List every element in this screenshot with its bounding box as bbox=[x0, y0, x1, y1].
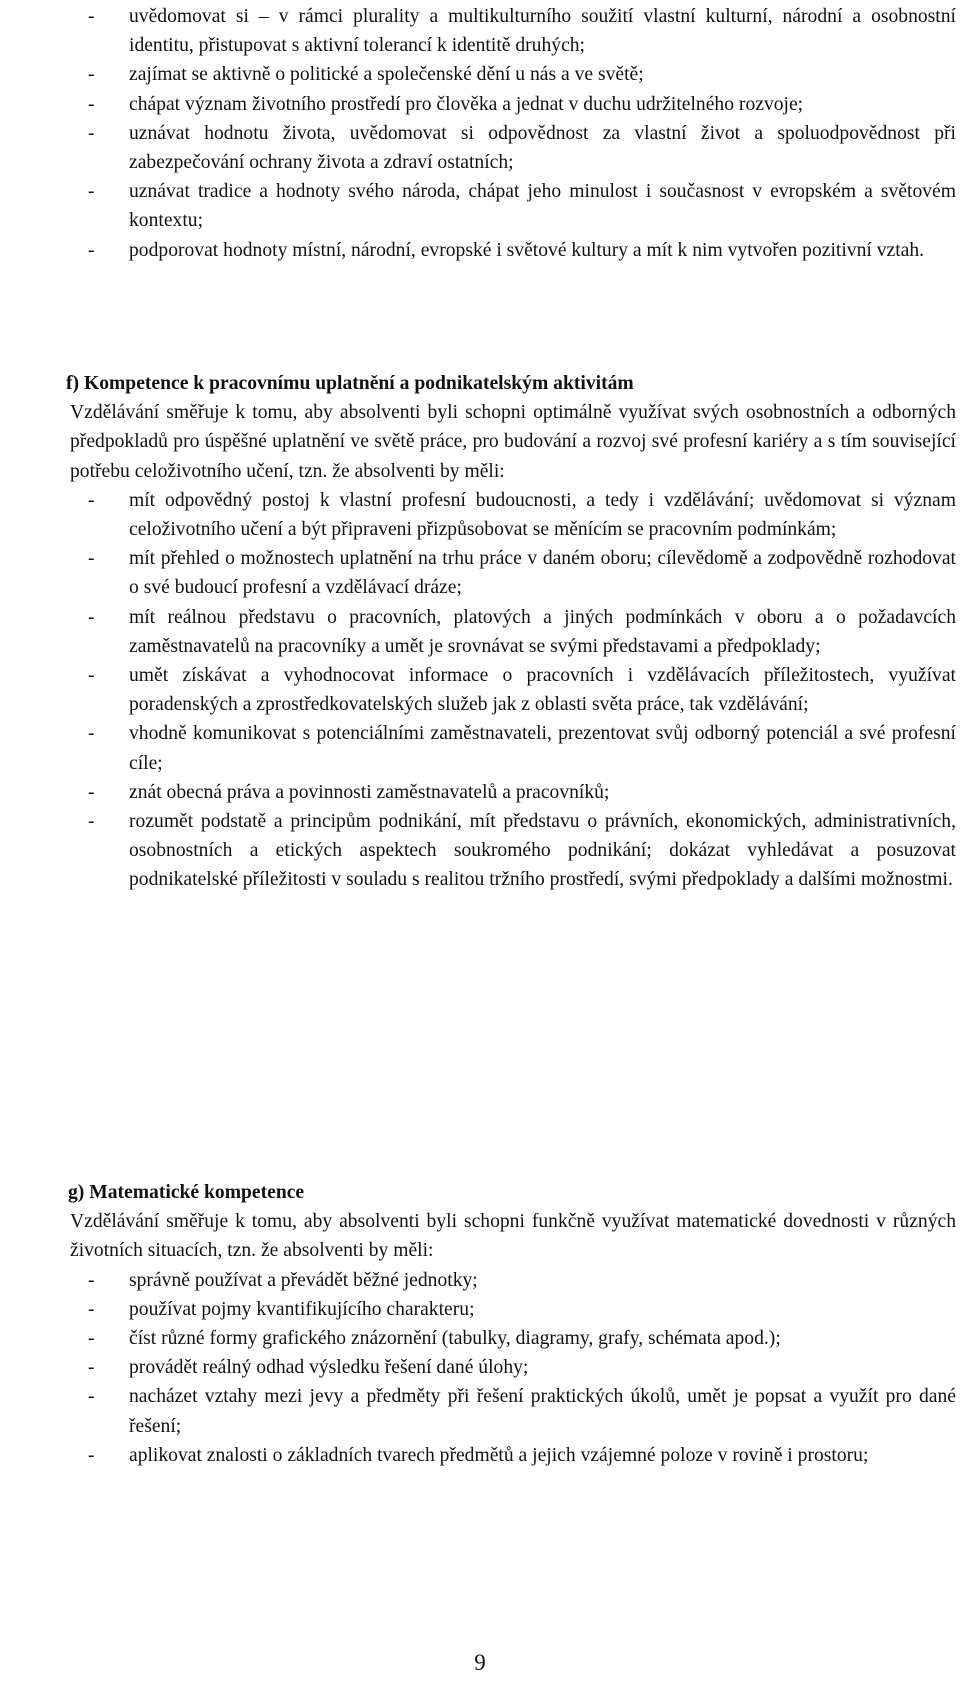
list-item: - správně používat a převádět běžné jednotky; bbox=[82, 1266, 956, 1295]
section-f bbox=[66, 369, 956, 895]
list-item: - mít odpovědný postoj k vlastní profesní budoucnosti, a tedy i vzdělávání; uvědomovat si význam celoživotního učení a být připraveni přizpůsobovat se měnícím se pracovním podmínkám; bbox=[82, 486, 956, 544]
section-intro: Vzdělávání směřuje k tomu, aby absolventi byli schopni funkčně využívat matematické dovednosti v různých životních situacích, tzn. že absolventi by měli: bbox=[70, 1211, 956, 1262]
section-g bbox=[68, 1178, 956, 1470]
list-item: - vhodně komunikovat s potenciálními zaměstnavateli, prezentovat svůj odborný potenciál a své profesní cíle; bbox=[82, 719, 956, 777]
section-heading: g) Matematické kompetence bbox=[68, 1182, 305, 1203]
list-item: - uvědomovat si – v rámci plurality a multikulturního soužití vlastní kulturní, národní a osobnostní identitu, přistupovat s aktivní tolerancí k identitě druhých; bbox=[82, 2, 956, 60]
list-item: - provádět reálný odhad výsledku řešení dané úlohy; bbox=[82, 1353, 956, 1382]
list-item: - používat pojmy kvantifikujícího charakteru; bbox=[82, 1295, 956, 1324]
list-item: - uznávat hodnotu života, uvědomovat si odpovědnost za vlastní život a spoluodpovědnost při zabezpečování ochrany života a zdraví ostatních; bbox=[82, 119, 956, 177]
section-e-list bbox=[82, 2, 956, 265]
list-item: - zajímat se aktivně o politické a společenské dění u nás a ve světě; bbox=[82, 60, 956, 89]
section-e-continued bbox=[82, 2, 956, 265]
list-item: - mít přehled o možnostech uplatnění na trhu práce v daném oboru; cílevědomě a zodpovědně rozhodovat o své budoucí profesní a vzdělávací dráze; bbox=[82, 544, 956, 602]
list-item: - chápat význam životního prostředí pro člověka a jednat v duchu udržitelného rozvoje; bbox=[82, 90, 956, 119]
list-item: - umět získávat a vyhodnocovat informace o pracovních i vzdělávacích příležitostech, využívat poradenských a zprostředkovatelských služeb jak z oblasti světa práce, tak vzdělávání; bbox=[82, 661, 956, 719]
section-f-list bbox=[82, 486, 956, 895]
list-item: - aplikovat znalosti o základních tvarech předmětů a jejich vzájemné poloze v rovině i prostoru; bbox=[82, 1441, 956, 1470]
list-item: - znát obecná práva a povinnosti zaměstnavatelů a pracovníků; bbox=[82, 778, 956, 807]
section-heading: f) Kompetence k pracovnímu uplatnění a podnikatelským aktivitám bbox=[66, 373, 634, 394]
list-item: - mít reálnou představu o pracovních, platových a jiných podmínkách v oboru a o požadavcích zaměstnavatelů na pracovníky a umět je srovnávat se svými představami a předpoklady; bbox=[82, 603, 956, 661]
list-item: - rozumět podstatě a principům podnikání, mít představu o právních, ekonomických, administrativních, osobnostních a etických aspektech soukromého podnikání; dokázat vyhledávat a posuzovat podnikatelské příležitosti v souladu s realitou tržního prostředí, svými předpoklady a dalšími možnostmi. bbox=[82, 807, 956, 895]
section-g-list bbox=[82, 1266, 956, 1470]
section-intro: Vzdělávání směřuje k tomu, aby absolventi byli schopni optimálně využívat svých osobnostních a odborných předpokladů pro úspěšné uplatnění ve světě práce, pro budování a rozvoj své profesní kariéry a s tím související potřebu celoživotního učení, tzn. že absolventi by měli: bbox=[70, 402, 956, 482]
list-item: - nacházet vztahy mezi jevy a předměty při řešení praktických úkolů, umět je popsat a využít pro dané řešení; bbox=[82, 1382, 956, 1440]
list-item: - podporovat hodnoty místní, národní, evropské i světové kultury a mít k nim vytvořen pozitivní vztah. bbox=[82, 236, 956, 265]
list-item: - číst různé formy grafického znázornění (tabulky, diagramy, grafy, schémata apod.); bbox=[82, 1324, 956, 1353]
list-item: - uznávat tradice a hodnoty svého národa, chápat jeho minulost i současnost v evropském a světovém kontextu; bbox=[82, 177, 956, 235]
page-number: 9 bbox=[474, 1650, 486, 1675]
